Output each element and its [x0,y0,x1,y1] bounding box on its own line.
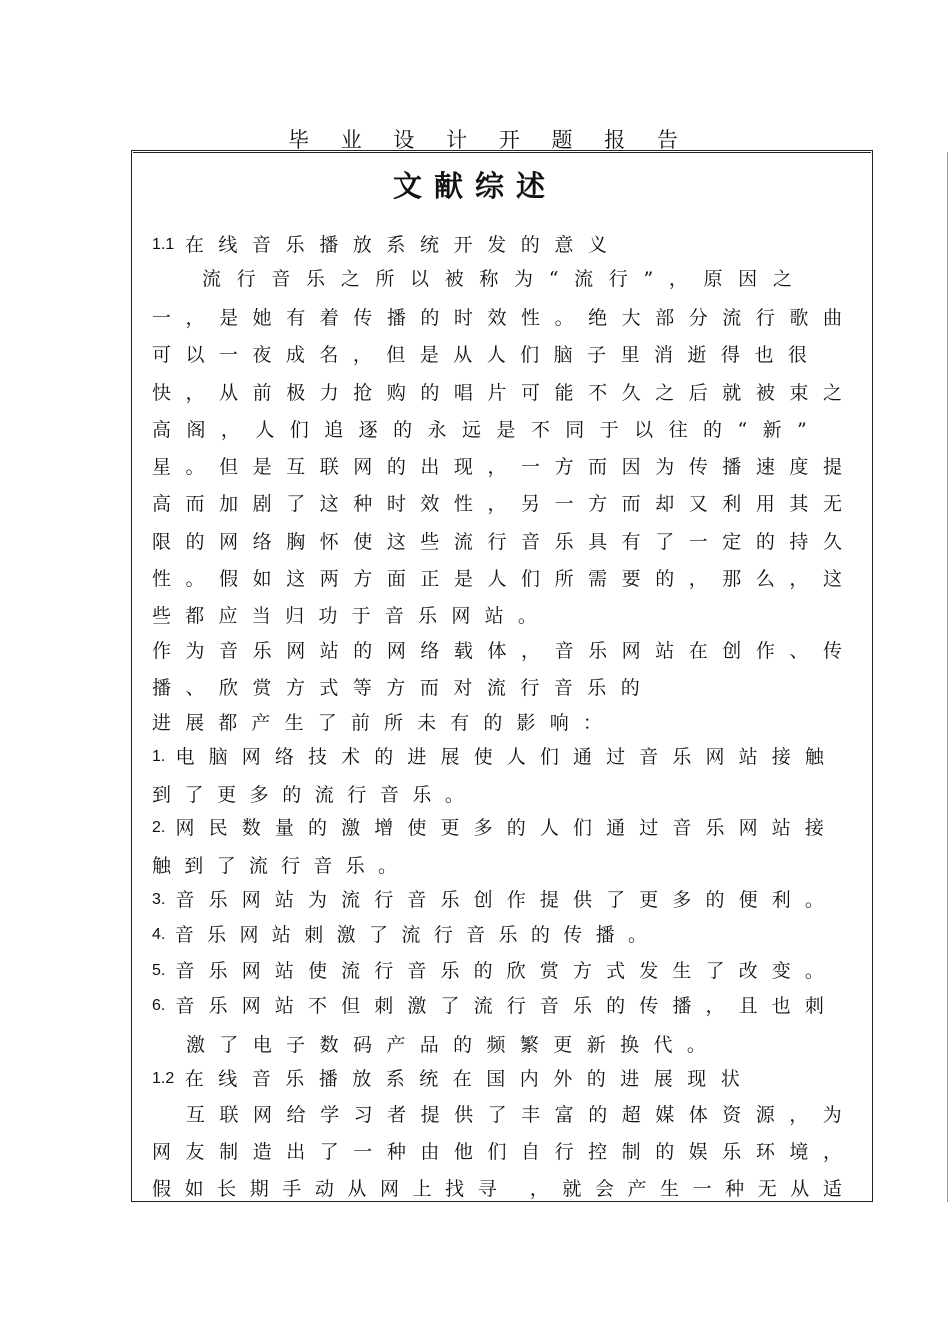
text-line: 网 友 制 造 出 了 一 种 由 他 们 自 行 控 制 的 娱 乐 环 境 ， [152,1141,842,1163]
text-line: 2. 网 民 数 量 的 激 增 使 更 多 的 人 们 通 过 音 乐 网 站 接 [152,817,824,839]
text-line: 互 联 网 给 学 习 者 提 供 了 丰 富 的 超 媒 体 资 源 ， 为 [186,1104,842,1126]
text-line: 高 阁 ， 人 们 追 逐 的 永 远 是 不 同 于 以 往 的 “ 新 ” [152,419,807,441]
right-margin-rule [947,152,948,1202]
text-line: 5. 音 乐 网 站 使 流 行 音 乐 的 欣 赏 方 式 发 生 了 改 变 。 [152,960,824,982]
text-line: 1.1 在 线 音 乐 播 放 系 统 开 发 的 意 义 [152,234,607,256]
text-line: 3. 音 乐 网 站 为 流 行 音 乐 创 作 提 供 了 更 多 的 便 利 。 [152,889,824,911]
text-line: 作 为 音 乐 网 站 的 网 络 载 体 ， 音 乐 网 站 在 创 作 、 传 [152,640,842,662]
page-header [0,124,950,152]
section-title: 文献综述 [392,169,557,203]
text-line: 到 了 更 多 的 流 行 音 乐 。 [152,784,464,806]
text-line: 1. 电 脑 网 络 技 术 的 进 展 使 人 们 通 过 音 乐 网 站 接 触 [152,746,824,768]
text-line: 假 如 长 期 手 动 从 网 上 找 寻 ， 就 会 产 生 一 种 无 从 适 [152,1178,842,1200]
text-line: 触 到 了 流 行 音 乐 。 [152,855,397,877]
text-line: 星 。 但 是 互 联 网 的 出 现 ， 一 方 而 因 为 传 播 速 度 提 [152,456,842,478]
page-header-title: 毕 业 设 计 开 题 报 告 [288,128,678,152]
text-line: 一 ， 是 她 有 着 传 播 的 时 效 性 。 绝 大 部 分 流 行 歌 曲 [152,307,842,329]
text-line: 流 行 音 乐 之 所 以 被 称 为 “ 流 行 ” ， 原 因 之 [202,268,792,290]
text-line: 进 展 都 产 生 了 前 所 未 有 的 影 响 ： [152,712,602,734]
text-line: 1.2 在 线 音 乐 播 放 系 统 在 国 内 外 的 进 展 现 状 [152,1068,740,1090]
text-line: 快 ， 从 前 极 力 抢 购 的 唱 片 可 能 不 久 之 后 就 被 束 之 [152,382,842,404]
text-line: 性 。 假 如 这 两 方 面 正 是 人 们 所 需 要 的 ， 那 么 ， 这 [152,568,842,590]
text-line: 些 都 应 当 归 功 于 音 乐 网 站 。 [152,605,537,627]
text-line: 4. 音 乐 网 站 刺 激 了 流 行 音 乐 的 传 播 。 [152,924,647,946]
text-line: 播 、 欣 赏 方 式 等 方 而 对 流 行 音 乐 的 [152,677,640,699]
text-line: 激 了 电 子 数 码 产 品 的 频 繁 更 新 换 代 。 [186,1034,706,1056]
text-line: 6. 音 乐 网 站 不 但 刺 激 了 流 行 音 乐 的 传 播 ， 且 也 刺 [152,995,824,1017]
text-line: 高 而 加 剧 了 这 种 时 效 性 ， 另 一 方 而 却 又 利 用 其 无 [152,493,842,515]
text-line: 限 的 网 络 胸 怀 使 这 些 流 行 音 乐 具 有 了 一 定 的 持 久 [152,531,842,553]
text-line: 可 以 一 夜 成 名 ， 但 是 从 人 们 脑 子 里 消 逝 得 也 很 [152,344,807,366]
